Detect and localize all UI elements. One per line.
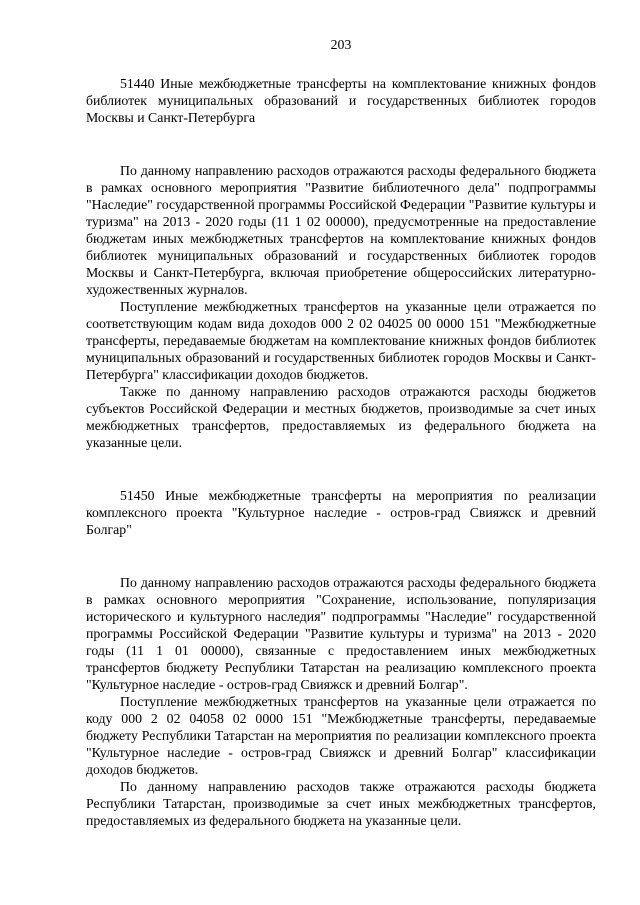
paragraph: По данному направлению расходов также отражаются расходы бюджета Республики Татарстан, производимые за счет иных межбюджетных трансфертов, предоставляемых из федерального бюджета на указанные цели. bbox=[86, 779, 596, 828]
paragraph: Поступление межбюджетных трансфертов на указанные цели отражается по коду 000 2 02 04058 02 0000 151 "Межбюджетные трансферты, передаваемые бюджету Республики Татарстан на мероприятия по реализации комплексного проекта "Культурное наследие - остров-град Свияжск и древний Болгар" классификации доходов бюджетов. bbox=[86, 694, 596, 777]
section-heading-51440: 51440 Иные межбюджетные трансферты на комплектование книжных фондов библиотек муниципальных образований и государственных библиотек городов Москвы и Санкт-Петербурга bbox=[86, 76, 596, 125]
spacer bbox=[86, 469, 596, 487]
spacer bbox=[86, 556, 596, 574]
spacer bbox=[86, 451, 596, 469]
paragraph: По данному направлению расходов отражаются расходы федерального бюджета в рамках основного мероприятия "Сохранение, использование, популяризация исторического и культурного наследия" подпрограммы "Наследие" государственной программы Российской Федерации "Развитие культуры и туризма" на 2013 - 2020 годы (11 1 01 00000), связанные с предоставлением иных межбюджетных трансфертов бюджету Республики Татарстан на реализацию комплексного проекта "Культурное наследие - остров-град Свияжск и древний Болгар". bbox=[86, 575, 596, 692]
paragraph: Также по данному направлению расходов отражаются расходы бюджетов субъектов Российской Федерации и местных бюджетов, производимые за счет иных межбюджетных трансфертов, предоставляемых из федерального бюджета на указанные цели. bbox=[86, 384, 596, 450]
spacer bbox=[86, 144, 596, 162]
section-heading-51450: 51450 Иные межбюджетные трансферты на мероприятия по реализации комплексного проекта "Культурное наследие - остров-град Свияжск и древний Болгар" bbox=[86, 488, 596, 537]
paragraph: Поступление межбюджетных трансфертов на указанные цели отражается по соответствующим кодам вида доходов 000 2 02 04025 00 0000 151 "Межбюджетные трансферты, передаваемые бюджетам на комплектование книжных фондов библиотек муниципальных образований и государственных библиотек городов Москвы и Санкт-Петербурга" классификации доходов бюджетов. bbox=[86, 299, 596, 382]
paragraph: По данному направлению расходов отражаются расходы федерального бюджета в рамках основного мероприятия "Развитие библиотечного дела" подпрограммы "Наследие" государственной программы Российской Федерации "Развитие культуры и туризма" на 2013 - 2020 годы (11 1 02 00000), предусмотренные на предоставление бюджетам иных межбюджетных трансфертов на комплектование книжных фондов библиотек муниципальных образований и государственных библиотек городов Москвы и Санкт-Петербурга, включая приобретение общероссийских литературно-художественных журналов. bbox=[86, 163, 596, 297]
page-number: 203 bbox=[330, 37, 352, 52]
